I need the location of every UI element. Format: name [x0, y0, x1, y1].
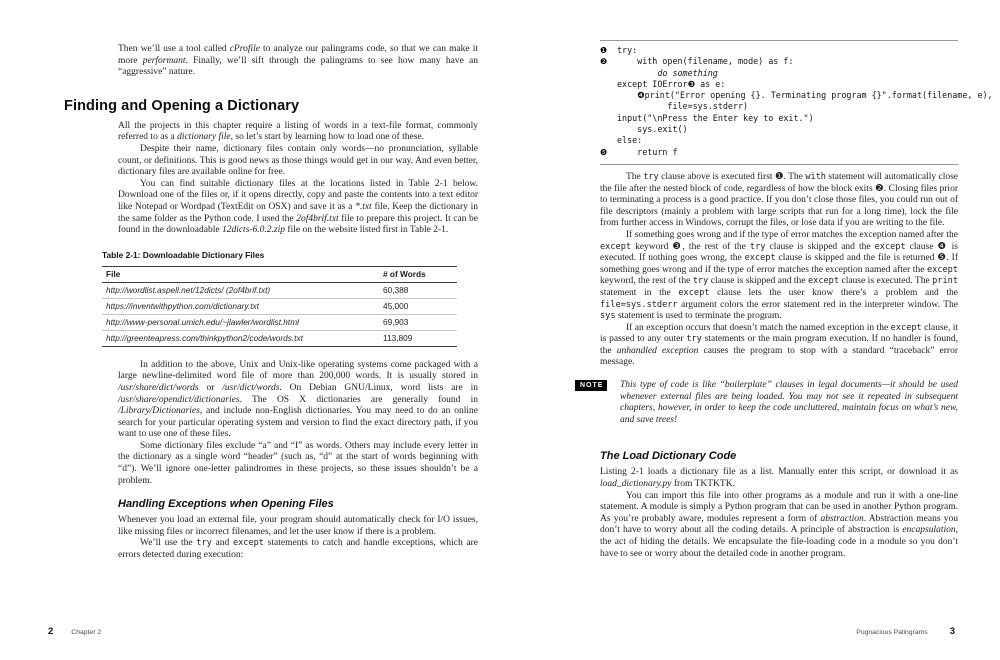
code-line: [600, 101, 958, 112]
code-annotation-5-marker: ❺: [600, 147, 608, 157]
paragraph: You can find suitable dictionary files at the locations listed in Table 2-1 below. Download one of the files or, if it opens directly, copy and paste the contents into a text editor like Notepad or Wordpad (TextEdit on OSX) and save it as a *.txt file. Keep the dictionary in the same folder as the Python code. I used the 2of4brif.txt file to prepare this project. It can be found in the downloadable 12dicts-6.0.2.zip file on the website listed first in Table 2-1.: [118, 178, 478, 236]
table-row: [102, 283, 457, 299]
subsection-heading: Handling Exceptions when Opening Files: [118, 498, 334, 511]
code-text: try:: [617, 45, 638, 55]
code-gutter: [600, 68, 617, 79]
code-text: ❹print("Error opening {}. Terminating program {}".format(filename, e),: [617, 90, 993, 101]
chapter-label: Chapter 2: [71, 629, 102, 636]
intro-paragraph: Then we’ll use a tool called cProfile to analyze our palingrams code, so that we can make it more performant. Finally, we’ll sift through the palingrams to see how many have an “aggressive” nature.: [118, 44, 478, 78]
page-number: 2: [48, 626, 54, 637]
code-gutter: [600, 101, 617, 112]
note-callout: [580, 380, 958, 426]
table-row: [102, 299, 457, 315]
code-line: [600, 124, 958, 135]
word-count: 60,388: [383, 285, 409, 296]
file-url: https://inventwithpython.com/dictionary.txt: [106, 301, 259, 312]
code-text: except IOError❸ as e:: [617, 78, 726, 89]
code-line: [600, 90, 993, 101]
file-url: http://wordlist.aspell.net/12dicts/ (2of4brif.txt): [106, 285, 271, 296]
note-badge: NOTE: [575, 380, 607, 391]
page-right: [500, 0, 1000, 660]
code-gutter: [600, 113, 617, 124]
right-page-footer: [856, 621, 955, 639]
code-annotation-2-marker: ❷: [600, 57, 608, 67]
code-gutter: [600, 90, 617, 101]
paragraph: In addition to the above, Unix and Unix-like operating systems come packaged with a large newline-delimited word file of more than 200,000 words. It is usually stored in /usr/share/dict/words or /usr/dict/words. On Debian GNU/Linux, word lists are in /usr/share/opendict/dictionaries. The OS X dictionaries are generally found in /Library/Dictionaries, and include non-English dictionaries. You may need to do an online search for your particular operating system and version to find the exact directory path, if you want to use one of these files.: [118, 359, 478, 440]
word-count: 113,809: [383, 333, 413, 344]
word-count: 45,000: [383, 301, 409, 312]
code-line: [600, 113, 958, 124]
code-text: file=sys.stderr): [617, 101, 749, 112]
code-text: return f: [617, 146, 678, 157]
code-gutter: [600, 135, 617, 146]
table-caption: Table 2-1: Downloadable Dictionary Files: [102, 249, 265, 260]
code-text: with open(filename, mode) as f:: [617, 56, 794, 67]
section-heading: Finding and Opening a Dictionary: [64, 97, 300, 114]
left-text-column: [64, 44, 478, 562]
code-text: input("\nPress the Enter key to exit."): [617, 112, 814, 123]
code-text: else:: [617, 135, 643, 146]
table-header-row: [102, 267, 457, 283]
paragraph: The try clause above is executed first ❶. The with statement will automatically close the file after the nested block of code, regardless of how the block exits ❷. Closing files prior to terminating a process is a good practice. If you don’t close those files, you could run out of file descriptors (mainly a problem with large scripts that run for a long time), lock the file from further access in Windows, corrupt the files, or lose data if you are writing to the file.: [600, 171, 959, 229]
code-line: [600, 147, 958, 158]
code-text: sys.exit(): [617, 124, 688, 135]
code-line: [600, 68, 958, 79]
column-header-file: File: [106, 269, 121, 280]
running-title: Pugnacious Palingrams: [856, 629, 928, 636]
file-url: http://greenteapress.com/thinkpython2/code/words.txt: [106, 333, 303, 344]
left-page-footer: [48, 621, 101, 639]
table-row: [102, 331, 457, 346]
paragraph: If something goes wrong and if the type of error matches the exception named after the except keyword ❸, the rest of the try clause is skipped and the except clause ❹ is executed. If nothing goes wrong, the except clause is skipped and the file is returned ❺. If something goes wrong and if the type of error matches the exception named after the except keyword, the rest of the try clause is skipped and the except clause is executed. The print statement in the except clause lets the user know there’s a problem and the file=sys.stderr argument colors the error statement red in the interpreter window. The sys statement is used to terminate the program.: [600, 229, 959, 322]
paragraph: You can import this file into other programs as a module and run it with a one-line statement. A module is simply a Python program that can be used in another Python program. As you’re probably aware, modules represent a form of abstraction. Abstraction means you don’t have to worry about all the coding details. A principle of abstraction is encapsulation, the act of hiding the details. We encapsulate the file-loading code in a module so you don’t have to see or worry about the detailed code in another program.: [600, 490, 958, 559]
right-text-column: [580, 40, 993, 560]
paragraph: Some dictionary files exclude “a” and “I” as words. Others may include every letter in the dictionary as a single word “header” (such as, “d” at the start of words beginning with “d”). We’ll ignore one-letter palindromes in these projects, so these issues shouldn’t be a problem.: [118, 440, 478, 486]
paragraph: Despite their name, dictionary files contain only words—no pronunciation, syllable count, or definitions. This is good news as those things would get in our way. And even better, dictionary files are available online for free.: [118, 143, 478, 178]
code-line: [600, 56, 958, 67]
code-pseudo-text: do something: [617, 67, 718, 78]
paragraph: Whenever you load an external file, your program should automatically check for I/O issues, like missing files or incorrect filenames, and let the user know if there is a problem.: [118, 515, 478, 537]
paragraph: We’ll use the try and except statements to catch and handle exceptions, which are errors detected during execution:: [118, 538, 479, 561]
note-text: This type of code is like “boilerplate” clauses in legal documents—it should be used whenever external files are being loaded. You may not see it repeated in subsequent chapters, however, in order to keep the code uncluttered, maintain focus on what’s new, and save trees!: [620, 380, 958, 425]
code-gutter: [600, 124, 617, 135]
table-row: [102, 315, 457, 331]
word-count: 69,903: [383, 317, 409, 328]
paragraph: All the projects in this chapter require a listing of words in a text-file format, commonly referred to as a dictionary file, so let’s start by learning how to load one of these.: [118, 120, 478, 143]
code-listing: [600, 40, 993, 165]
code-annotation-1-marker: ❶: [600, 46, 608, 55]
dictionary-files-table: [102, 266, 457, 347]
code-line: [600, 45, 958, 56]
column-header-words: # of Words: [383, 269, 426, 280]
page-number: 3: [949, 626, 955, 637]
code-gutter: [600, 79, 617, 90]
file-url: http://www-personal.umich.edu/~jlawler/wordlist.html: [106, 317, 299, 328]
code-line: [600, 79, 958, 90]
paragraph: Listing 2-1 loads a dictionary file as a list. Manually enter this script, or download it as load_dictionary.py from TKTKTK.: [600, 467, 958, 490]
subsection-heading: The Load Dictionary Code: [600, 450, 737, 463]
paragraph: If an exception occurs that doesn’t match the named exception in the except clause, it is passed to any outer try statements or the main program execution. If no handler is found, the unhandled exception causes the program to stop with a standard “traceback” error message.: [600, 322, 958, 368]
code-line: [600, 135, 958, 146]
